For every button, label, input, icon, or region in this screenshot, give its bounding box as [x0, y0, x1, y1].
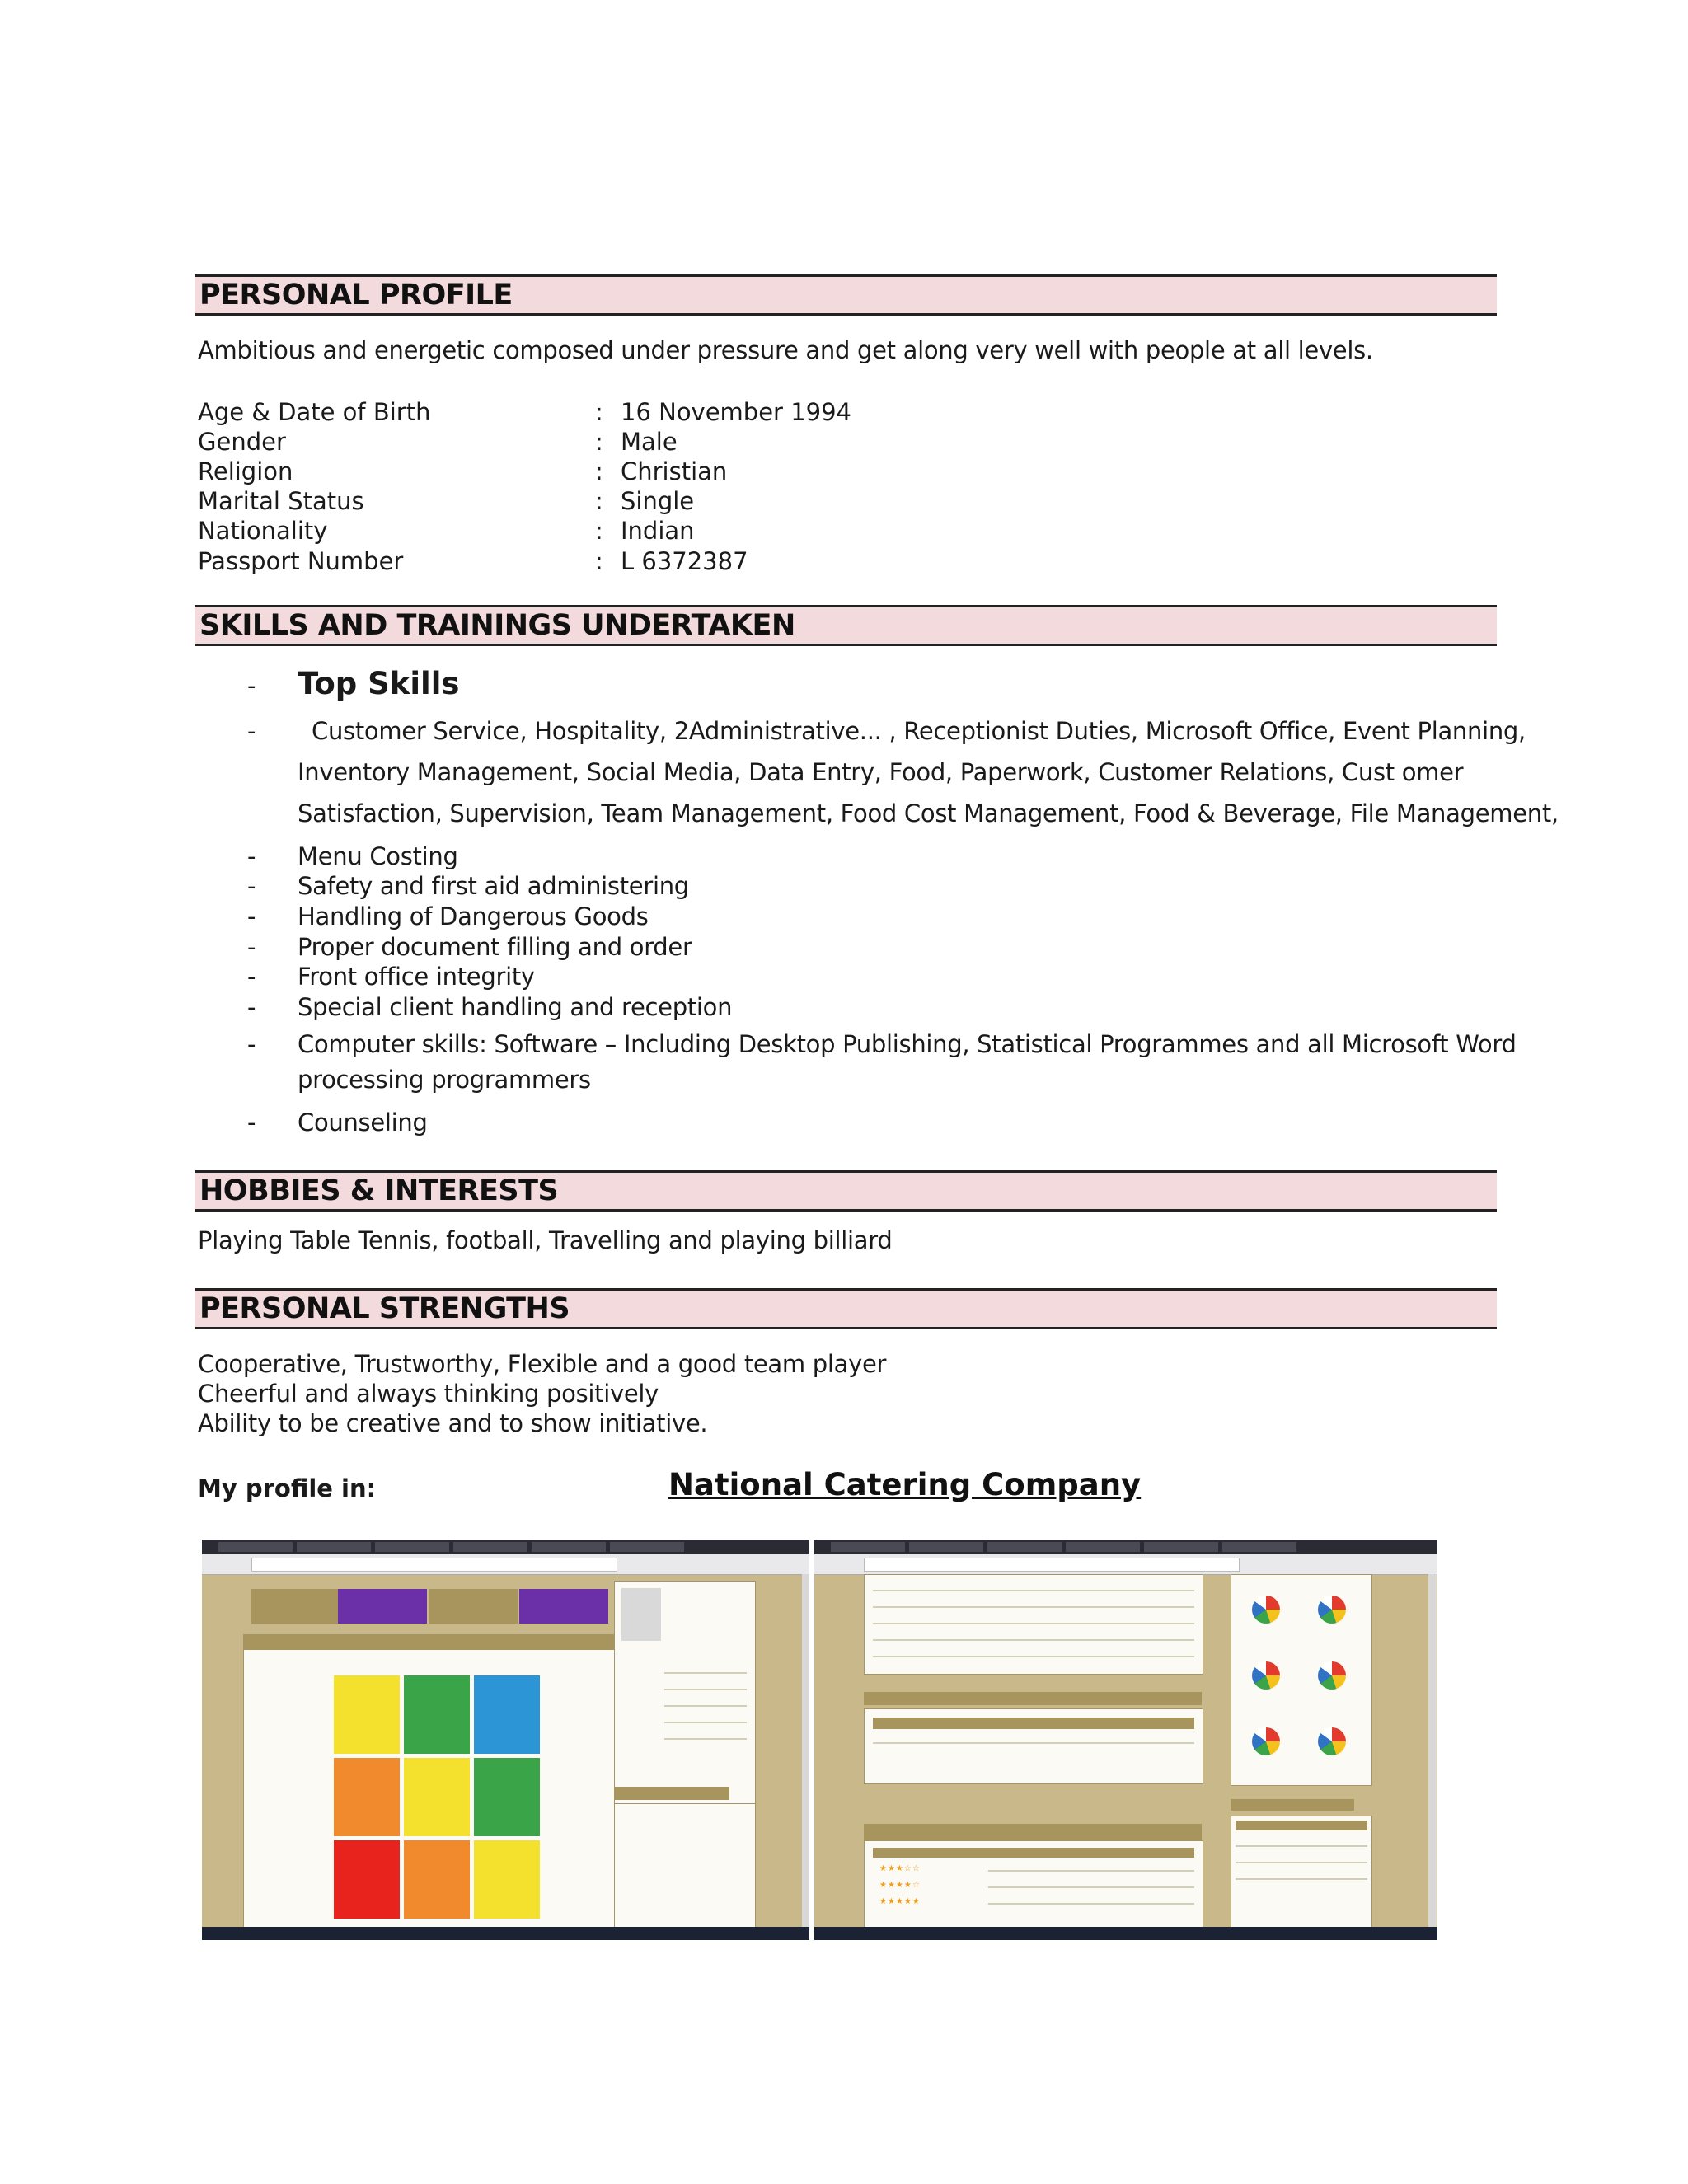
field-colon: :: [595, 487, 603, 515]
profile-card: [614, 1581, 756, 1805]
gauge-icon: [1318, 1661, 1346, 1690]
browser-address-bar: [202, 1554, 809, 1575]
profile-screenshot-right: [814, 1540, 1437, 1940]
hobbies-title: HOBBIES & INTERESTS: [199, 1174, 559, 1207]
strength-line: Cheerful and always thinking positively: [198, 1380, 659, 1408]
personal-profile-title: PERSONAL PROFILE: [199, 279, 513, 312]
profile-screenshot-left: [202, 1540, 809, 1940]
field-colon: :: [595, 428, 603, 456]
browser-tab-strip: [814, 1540, 1437, 1554]
gauge-icon: [1318, 1727, 1346, 1755]
top-skills-line: Satisfaction, Supervision, Team Management, Food Cost Management, Food & Beverage, File Management,: [298, 799, 1559, 827]
field-label-nationality: Nationality: [198, 517, 328, 545]
nav-tile-purple: [519, 1589, 608, 1624]
hobbies-header: [195, 1170, 1497, 1212]
field-label-gender: Gender: [198, 428, 286, 456]
skill-item: Safety and first aid administering: [298, 872, 689, 900]
gauge-icon: [1252, 1727, 1280, 1755]
profile-summary: Ambitious and energetic composed under pressure and get along very well with people at all levels.: [198, 336, 1373, 364]
computer-skills-line: Computer skills: Software – Including Desktop Publishing, Statistical Programmes and all Microsoft Word: [298, 1030, 1517, 1058]
gauge-panel: [1231, 1574, 1372, 1786]
avatar: [621, 1588, 661, 1641]
computer-skills-line: processing programmers: [298, 1066, 591, 1094]
field-label-dob: Age & Date of Birth: [198, 398, 431, 426]
bullet-dash: -: [247, 1030, 256, 1058]
field-value-passport: L 6372387: [621, 547, 748, 575]
bullet-dash: -: [247, 842, 256, 870]
field-colon: :: [595, 398, 603, 426]
strengths-header: [195, 1288, 1497, 1329]
strengths-title: PERSONAL STRENGTHS: [199, 1292, 570, 1325]
skill-item: Menu Costing: [298, 842, 458, 870]
personal-profile-header: [195, 274, 1497, 316]
field-colon: :: [595, 547, 603, 575]
skill-item: Handling of Dangerous Goods: [298, 902, 649, 930]
taskbar: [814, 1927, 1437, 1940]
scrollbar: [802, 1574, 809, 1927]
bullet-dash: -: [247, 717, 256, 745]
field-value-religion: Christian: [621, 457, 728, 485]
skill-item: Proper document filling and order: [298, 933, 692, 961]
field-label-marital-status: Marital Status: [198, 487, 364, 515]
browser-address-bar: [814, 1554, 1437, 1575]
bullet-dash: -: [247, 933, 256, 961]
field-label-religion: Religion: [198, 457, 293, 485]
bullet-dash: -: [247, 1108, 256, 1137]
gauge-icon: [1252, 1661, 1280, 1690]
skill-item: Special client handling and reception: [298, 993, 733, 1021]
bullet-dash: -: [247, 902, 256, 930]
skill-item: Front office integrity: [298, 963, 535, 991]
top-skills-heading: Top Skills: [298, 666, 460, 701]
field-label-passport: Passport Number: [198, 547, 404, 575]
top-skills-line: Customer Service, Hospitality, 2Administrative... , Receptionist Duties, Microsoft Office, Event Planning,: [312, 717, 1526, 745]
skill-item: Counseling: [298, 1108, 428, 1137]
gauge-icon: [1318, 1596, 1346, 1624]
taskbar: [202, 1927, 809, 1940]
skills-header: [195, 605, 1497, 646]
profile-label: My profile in:: [198, 1474, 377, 1502]
gauge-icon: [1252, 1596, 1280, 1624]
bullet-dash: -: [247, 993, 256, 1021]
field-value-dob: 16 November 1994: [621, 398, 852, 426]
skills-title: SKILLS AND TRAININGS UNDERTAKEN: [199, 609, 795, 642]
field-value-nationality: Indian: [621, 517, 695, 545]
hobbies-text: Playing Table Tennis, football, Travelling and playing billiard: [198, 1226, 893, 1254]
browser-tab-strip: [202, 1540, 809, 1554]
strength-line: Cooperative, Trustworthy, Flexible and a good team player: [198, 1350, 887, 1378]
scrollbar: [1428, 1574, 1437, 1927]
top-skills-line: Inventory Management, Social Media, Data Entry, Food, Paperwork, Customer Relations, Cust omer: [298, 758, 1464, 786]
bullet-dash: -: [247, 672, 256, 700]
strength-line: Ability to be creative and to show initiative.: [198, 1409, 708, 1437]
field-colon: :: [595, 517, 603, 545]
company-link[interactable]: National Catering Company: [668, 1467, 1142, 1502]
nav-tile-purple: [338, 1589, 427, 1624]
bullet-dash: -: [247, 963, 256, 991]
bullet-dash: -: [247, 872, 256, 900]
records-table: [864, 1574, 1203, 1675]
field-value-marital-status: Single: [621, 487, 695, 515]
field-colon: :: [595, 457, 603, 485]
field-value-gender: Male: [621, 428, 678, 456]
feedback-table: ★★★☆☆ ★★★★☆ ★★★★★: [864, 1840, 1203, 1929]
